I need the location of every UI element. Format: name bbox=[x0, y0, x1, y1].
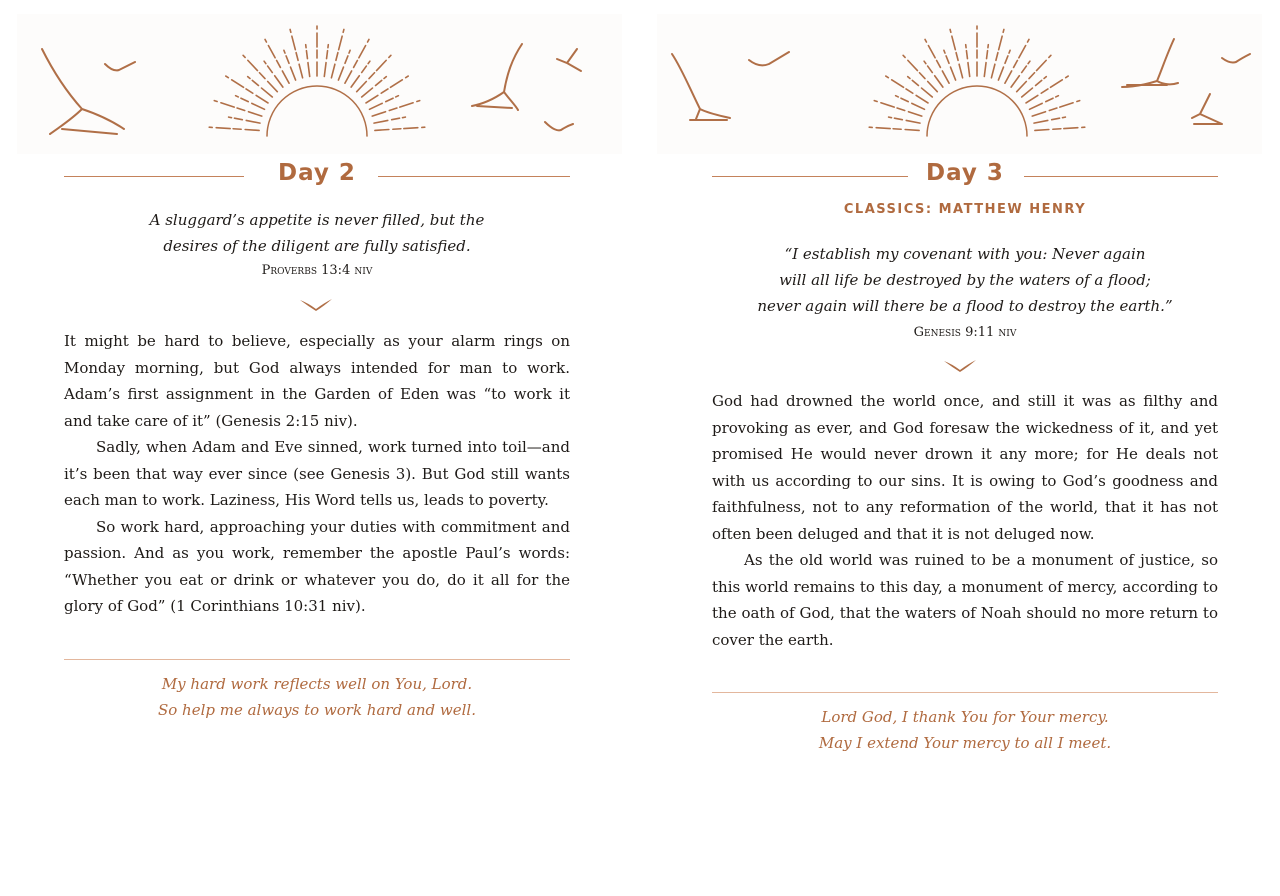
sun-ray bbox=[226, 76, 268, 103]
sun-ray bbox=[214, 101, 261, 117]
header-illustration bbox=[17, 14, 622, 154]
sun-ray bbox=[324, 45, 328, 77]
verse-text bbox=[712, 241, 1218, 319]
sun-ray bbox=[924, 61, 943, 87]
sun-ray bbox=[984, 45, 988, 77]
sun-ray bbox=[925, 39, 949, 83]
body-paragraph: Sadly, when Adam and Eve sinned, work turned into toil—and it’s been that way ever since (see Genesis 3). But God still wants each man to work. Laziness, His Word tells us, leads to poverty. bbox=[64, 438, 570, 509]
body-paragraph: So work hard, approaching your duties with commitment and passion. And as you work, remember the apostle Paul’s words: “Whether you eat or drink or whatever you do, do it all for the glory of God” (1 Corinthians 10:31 niv). bbox=[64, 517, 570, 615]
sun-ray bbox=[966, 45, 970, 77]
section-subtitle: CLASSICS: MATTHEW HENRY bbox=[843, 202, 1087, 217]
page-day-3 bbox=[640, 0, 1280, 896]
sun-ray bbox=[243, 55, 277, 91]
verse-text bbox=[64, 207, 570, 259]
verse-line: A sluggard’s appetite is never filled, but the bbox=[149, 211, 485, 229]
sun-ray bbox=[1035, 127, 1085, 130]
sun-ray bbox=[1026, 76, 1068, 103]
devotional-body bbox=[712, 388, 1218, 653]
verse-reference: Genesis 9:11 niv bbox=[913, 325, 1017, 340]
sun-ray bbox=[1022, 77, 1047, 97]
sun-ray bbox=[869, 127, 919, 130]
day-heading bbox=[64, 160, 570, 192]
day-title: Day 3 bbox=[926, 160, 1004, 186]
sun-ray bbox=[375, 127, 425, 130]
chevron-down-icon bbox=[298, 297, 334, 311]
section-divider bbox=[712, 692, 1218, 693]
heading-rule-right bbox=[378, 176, 570, 177]
body-paragraph: God had drowned the world once, and still it was as filthy and provoking as ever, and God foresaw the wickedness of it, and yet promised He would never drown it any more; for He deals not with us according to our sins. It is owing to God’s goodness and faithfulness, not to any reformation of the world, that it has not often been deluged and that it is not deluged now. bbox=[712, 392, 1218, 543]
sun-ray bbox=[1005, 39, 1029, 83]
sun-ray bbox=[874, 101, 922, 117]
verse-reference: Proverbs 13:4 niv bbox=[261, 263, 373, 278]
sunburst-illustration bbox=[657, 14, 1262, 154]
day-heading bbox=[712, 160, 1218, 192]
sun-ray bbox=[209, 127, 259, 130]
sun-ray bbox=[306, 45, 310, 77]
section-divider bbox=[64, 659, 570, 660]
sun-ray bbox=[908, 77, 933, 97]
bird-icon bbox=[557, 49, 581, 71]
bird-icon bbox=[472, 44, 522, 110]
day-title: Day 2 bbox=[278, 160, 356, 186]
sun-ray bbox=[362, 77, 387, 97]
sun-ray bbox=[903, 55, 937, 91]
bird-icon bbox=[1122, 39, 1178, 87]
devotional-body bbox=[64, 328, 570, 620]
sun-ray bbox=[889, 117, 920, 123]
prayer-text bbox=[712, 704, 1218, 756]
sun-ray bbox=[229, 117, 260, 123]
sun-ray bbox=[351, 61, 370, 87]
sun-ray bbox=[1034, 117, 1065, 123]
sun-ray bbox=[1011, 61, 1030, 87]
verse-line: will all life be destroyed by the waters of a flood; bbox=[779, 271, 1151, 289]
sun-ray bbox=[357, 55, 391, 91]
verse-line: never again will there be a flood to destroy the earth.” bbox=[757, 297, 1173, 315]
sunburst-illustration bbox=[17, 14, 622, 154]
prayer-text bbox=[64, 671, 570, 723]
verse-line: desires of the diligent are fully satisfied. bbox=[163, 237, 471, 255]
sun-ray bbox=[265, 39, 289, 83]
body-paragraph: As the old world was ruined to be a monument of justice, so this world remains to this day, a monument of mercy, according to the oath of God, that the waters of Noah should no more return to cover the earth. bbox=[712, 551, 1218, 649]
sun-ray bbox=[248, 77, 273, 97]
chevron-down-icon bbox=[942, 358, 978, 372]
verse-line: “I establish my covenant with you: Never again bbox=[784, 245, 1146, 263]
sun-ray bbox=[886, 76, 928, 103]
bird-icon bbox=[1192, 94, 1222, 124]
body-paragraph: It might be hard to believe, especially as your alarm rings on Monday morning, but God always intended for man to work. Adam’s first assignment in the Garden of Eden was “to work it and take care of it” (Genesis 2:15 niv). bbox=[64, 332, 570, 430]
sun-ray bbox=[1032, 101, 1080, 117]
bird-icon bbox=[105, 62, 135, 70]
prayer-line: May I extend Your mercy to all I meet. bbox=[818, 734, 1112, 752]
bird-icon bbox=[1222, 54, 1250, 63]
sun-ray bbox=[372, 101, 420, 117]
heading-rule-right bbox=[1024, 176, 1218, 177]
header-illustration bbox=[657, 14, 1262, 154]
bird-icon bbox=[42, 49, 124, 134]
sun-ray bbox=[374, 117, 405, 123]
prayer-line: So help me always to work hard and well. bbox=[157, 701, 477, 719]
sun-ray bbox=[264, 61, 283, 87]
bird-icon bbox=[545, 122, 573, 130]
prayer-line: My hard work reflects well on You, Lord. bbox=[161, 675, 473, 693]
sun-ray bbox=[1017, 55, 1051, 91]
bird-icon bbox=[749, 52, 789, 65]
prayer-line: Lord God, I thank You for Your mercy. bbox=[821, 708, 1109, 726]
bird-icon bbox=[672, 54, 730, 120]
sun-ray bbox=[345, 39, 369, 83]
sun-ray bbox=[366, 76, 408, 103]
